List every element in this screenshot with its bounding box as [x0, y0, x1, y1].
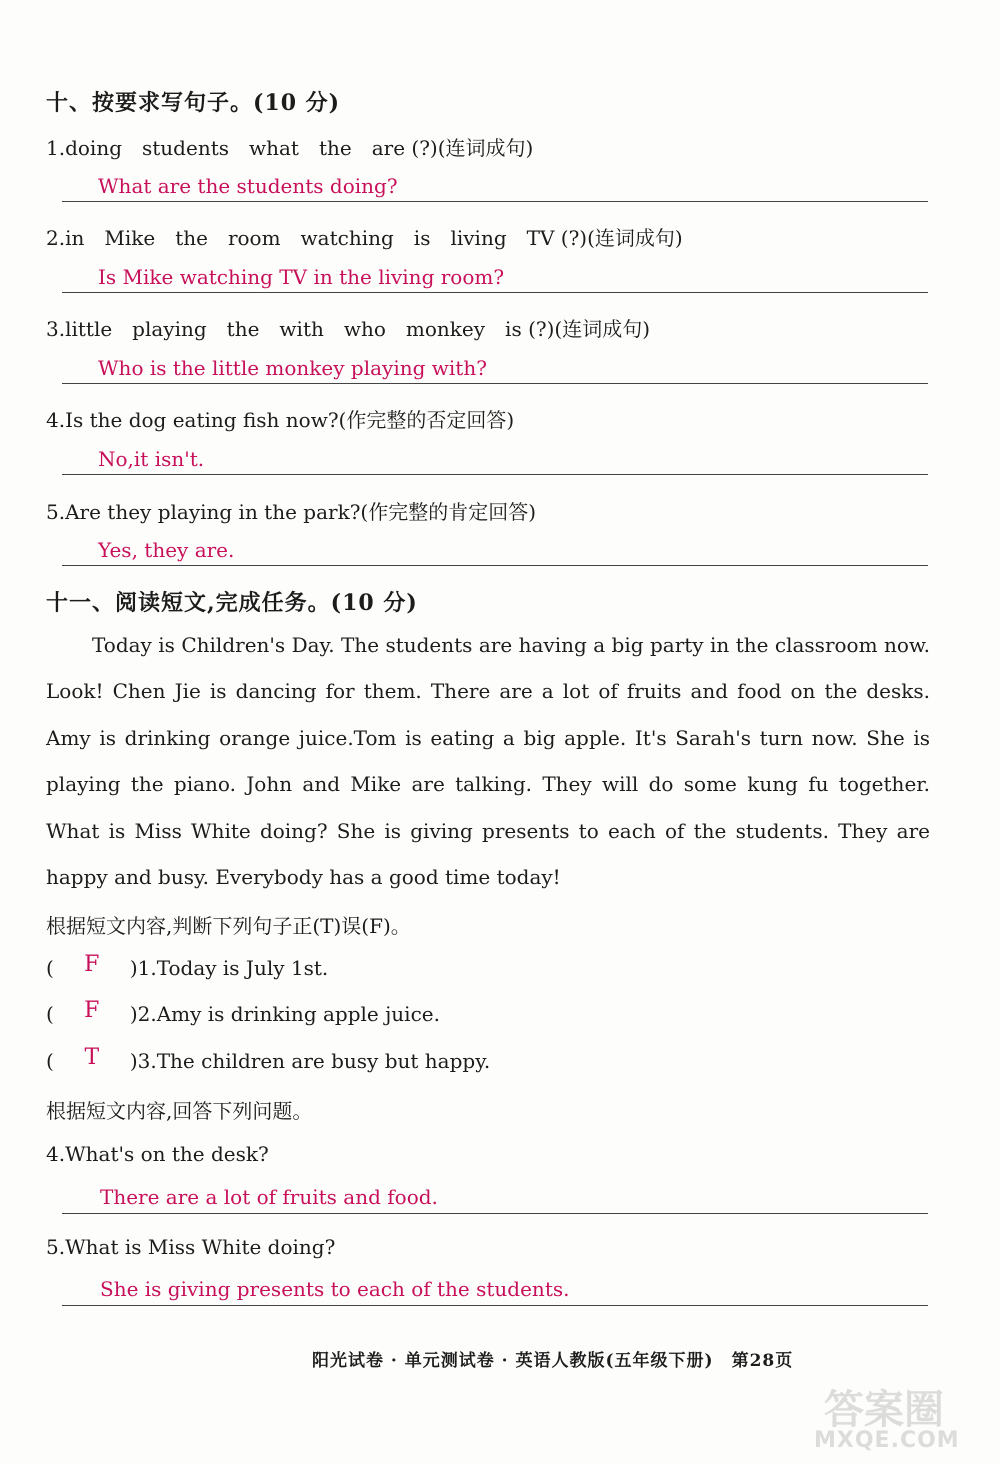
section-11-heading: 十一、阅读短文,完成任务。(10 分) [46, 590, 418, 616]
answer-line-2 [62, 292, 928, 293]
tf-item-1 [46, 952, 329, 981]
answer-line-5 [62, 565, 928, 566]
tf-item-1-mark: F [84, 952, 100, 977]
watermark-bottom-text: MXQE.COM [814, 1428, 960, 1453]
section-10-heading: 十、按要求写句子。(10 分) [46, 90, 341, 116]
answer-line-3 [62, 383, 928, 384]
question-2-answer: Is Mike watching TV in the living room? [98, 265, 505, 289]
watermark-top-text: 答案圈 [824, 1387, 944, 1433]
qa-item-5-answer: She is giving presents to each of the students. [100, 1277, 570, 1301]
tf-item-2 [46, 998, 440, 1027]
question-3-answer: Who is the little monkey playing with? [98, 356, 487, 380]
question-2-prompt: 2.in Mike the room watching is living TV (?)(连词成句) [46, 226, 683, 250]
tf-item-2-mark: F [84, 998, 100, 1023]
answer-line-4 [62, 474, 928, 475]
answer-line-qa-4 [62, 1213, 928, 1214]
question-1-prompt: 1.doing students what the are (?)(连词成句) [46, 136, 534, 160]
reading-passage-text: Today is Children's Day. The students are having a big party in the classroom now. Look! Chen Jie is dancing for them. There are a lot of fruits and food on the desks. Amy is drinking orange juice.Tom is eating a big apple. It's Sarah's turn now. She is playing the piano. John and Mike are talking. They will do some kung fu together. What is Miss White doing? She is giving presents to each of the students. They are happy and busy. Everybody has a good time today! [46, 633, 930, 890]
tf-item-2-open: ( [46, 1002, 54, 1026]
question-3-prompt: 3.little playing the with who monkey is (?)(连词成句) [46, 317, 651, 341]
tf-item-1-open: ( [46, 956, 54, 980]
reading-passage [46, 622, 930, 900]
qa-item-4-answer: There are a lot of fruits and food. [100, 1185, 438, 1209]
question-4-answer: No,it isn't. [98, 447, 205, 471]
question-5-prompt: 5.Are they playing in the park?(作完整的肯定回答) [46, 500, 537, 524]
tf-item-3-open: ( [46, 1049, 54, 1073]
page-footer: 阳光试卷 · 单元测试卷 · 英语人教版(五年级下册) 第28页 [312, 1351, 794, 1371]
tf-instruction: 根据短文内容,判断下列句子正(T)误(F)。 [46, 914, 411, 938]
question-4-prompt: 4.Is the dog eating fish now?(作完整的否定回答) [46, 408, 515, 432]
qa-instruction: 根据短文内容,回答下列问题。 [46, 1099, 313, 1123]
tf-item-3-mark: T [84, 1045, 100, 1070]
question-1-answer: What are the students doing? [98, 174, 398, 198]
tf-item-3 [46, 1045, 491, 1074]
tf-item-3-text: )3.The children are busy but happy. [129, 1049, 491, 1073]
answer-line-qa-5 [62, 1305, 928, 1306]
question-5-answer: Yes, they are. [98, 538, 235, 562]
tf-item-1-text: )1.Today is July 1st. [129, 956, 329, 980]
watermark-logo [810, 1378, 990, 1458]
qa-item-4-prompt: 4.What's on the desk? [46, 1142, 269, 1166]
tf-item-2-text: )2.Amy is drinking apple juice. [129, 1002, 440, 1026]
answer-line-1 [62, 201, 928, 202]
qa-item-5-prompt: 5.What is Miss White doing? [46, 1235, 336, 1259]
